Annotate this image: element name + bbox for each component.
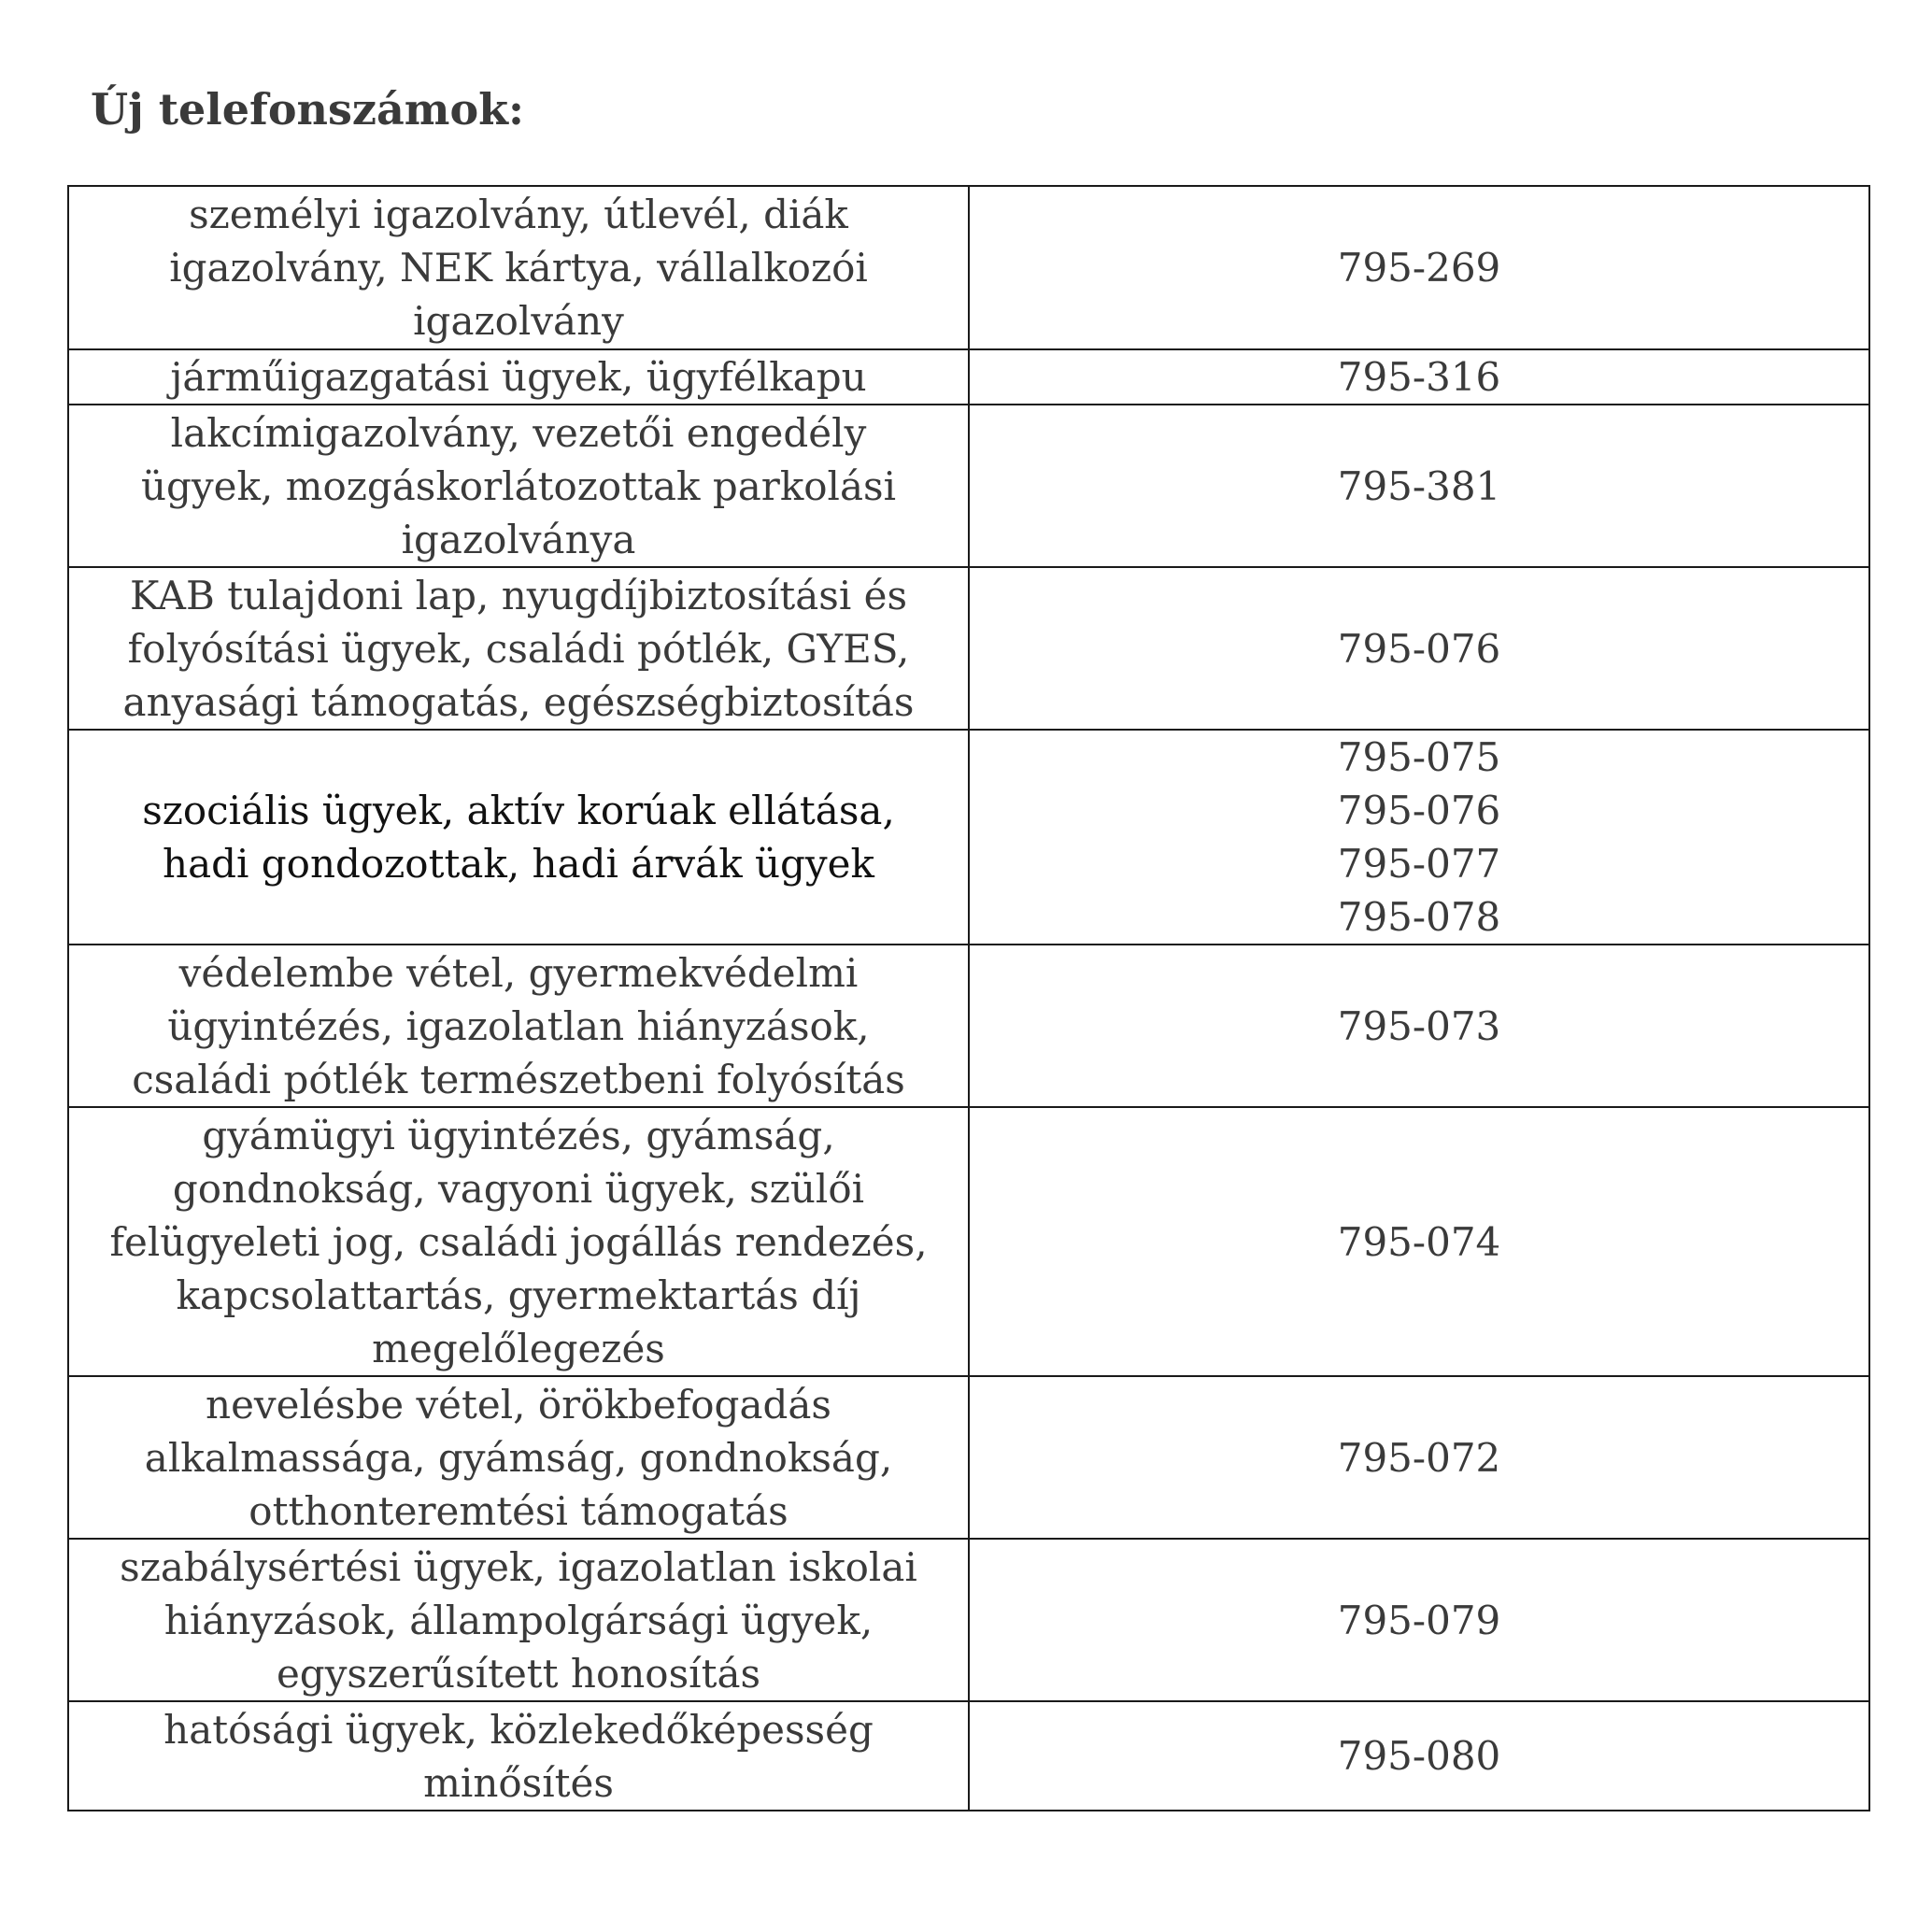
phone-number: 795-316 [1337,354,1501,400]
phone-number: 795-381 [1337,462,1501,509]
phone-cell [969,405,1869,567]
service-label: védelembe vétel, gyermekvédelmi ügyintézés, igazolatlan hiányzások, családi pótlék természetbeni folyósítás [132,949,905,1102]
phone-number: 795-269 [1337,245,1501,291]
table-row [68,1376,1869,1539]
service-label: szabálysértési ügyek, igazolatlan iskolai hiányzások, állampolgársági ügyek, egyszerűsített honosítás [120,1543,917,1697]
service-cell [68,349,969,405]
table-row [68,405,1869,567]
phone-cell [969,730,1869,945]
phone-number-list: 795-075 795-076 795-077 795-078 [1337,734,1501,940]
service-cell [68,186,969,349]
service-cell [68,730,969,945]
phone-cell [969,1107,1869,1376]
service-cell [68,1701,969,1811]
service-label: KAB tulajdoni lap, nyugdíjbiztosítási és folyósítási ügyek, családi pótlék, GYES, anyasági támogatás, egészségbiztosítás [122,572,915,725]
table-row [68,186,1869,349]
table-row [68,945,1869,1107]
service-cell [68,1376,969,1539]
phone-cell [969,567,1869,730]
table-row [68,1539,1869,1701]
phone-number: 795-073 [1337,1002,1501,1049]
table-row [68,1107,1869,1376]
table-row [68,1701,1869,1811]
table-row [68,567,1869,730]
service-label: járműigazgatási ügyek, ügyfélkapu [170,354,867,400]
phone-number: 795-079 [1337,1597,1501,1643]
service-label: gyámügyi ügyintézés, gyámság, gondnokság, vagyoni ügyek, szülői felügyeleti jog, családi jogállás rendezés, kapcsolattartás, gyermektartás díj megelőlegezés [109,1112,928,1371]
phone-cell [969,945,1869,1107]
page-title: Új telefonszámok: [91,84,524,135]
phone-number: 795-076 [1337,625,1501,672]
table-row [68,349,1869,405]
phone-number: 795-072 [1337,1434,1501,1481]
phone-number: 795-080 [1337,1733,1501,1779]
phone-number: 795-074 [1337,1218,1501,1265]
phone-cell [969,1539,1869,1701]
service-cell [68,945,969,1107]
service-cell [68,405,969,567]
service-label: hatósági ügyek, közlekedőképesség minősítés [163,1706,874,1806]
service-cell [68,567,969,730]
service-label: nevelésbe vétel, örökbefogadás alkalmassága, gyámság, gondnokság, otthonteremtési támogatás [144,1381,893,1534]
phone-number-table [67,185,1870,1811]
phone-cell [969,1701,1869,1811]
phone-cell [969,349,1869,405]
table-row [68,730,1869,945]
service-label: lakcímigazolvány, vezetői engedély ügyek, mozgáskorlátozottak parkolási igazolványa [140,409,897,562]
phone-cell [969,186,1869,349]
service-label: személyi igazolvány, útlevél, diák igazolvány, NEK kártya, vállalkozói igazolvány [169,192,868,344]
service-label: szociális ügyek, aktív korúak ellátása, hadi gondozottak, hadi árvák ügyek [142,788,895,887]
service-cell [68,1107,969,1376]
service-cell [68,1539,969,1701]
phone-cell [969,1376,1869,1539]
